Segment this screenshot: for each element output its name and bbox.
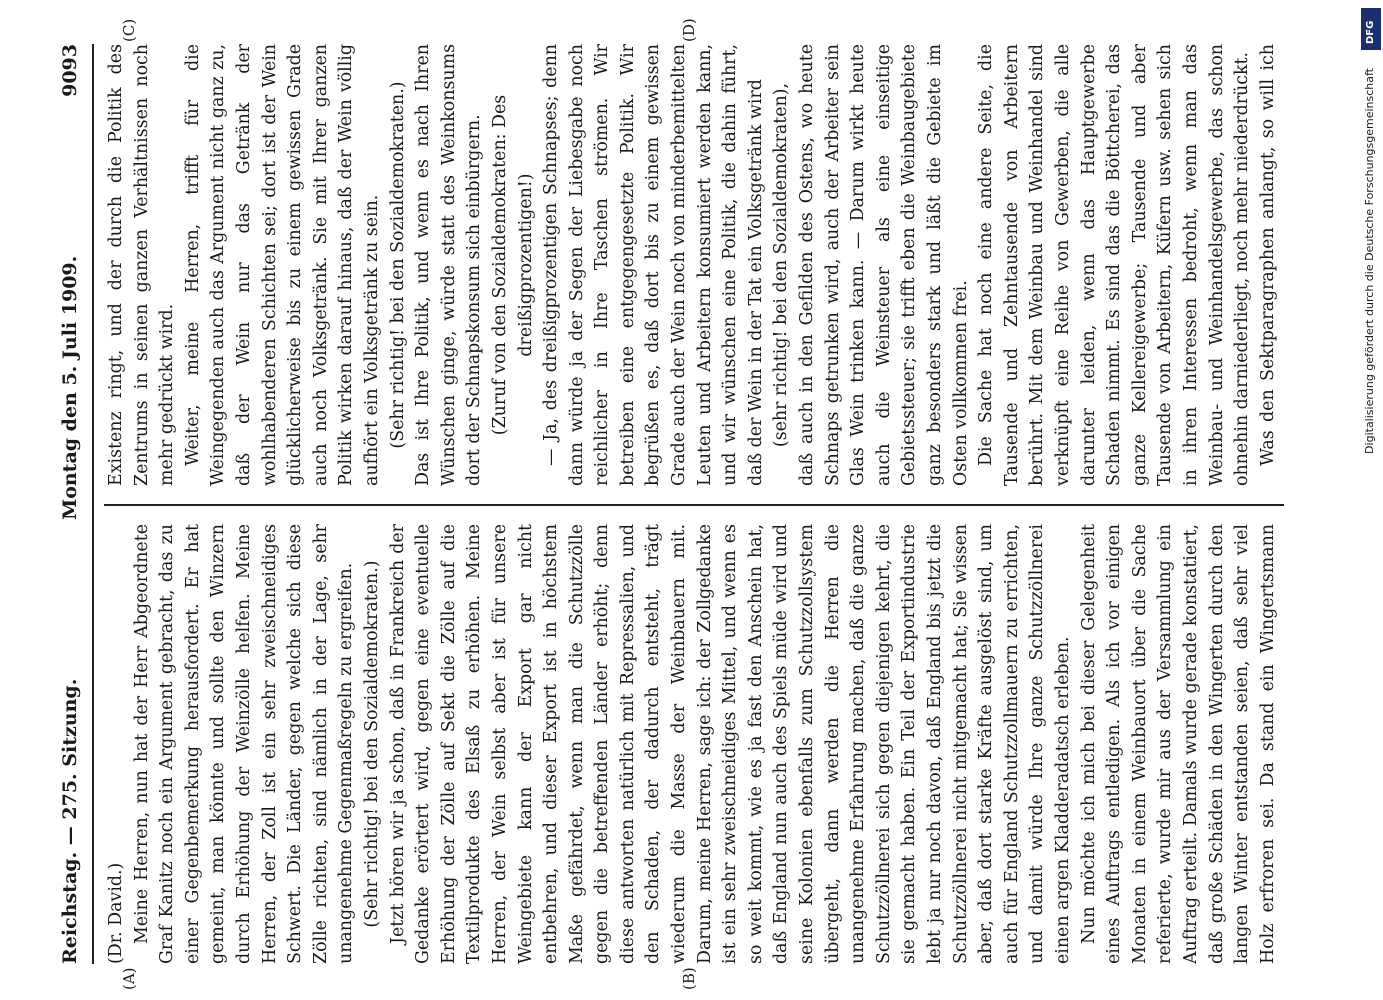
- paragraph: Meine Herren, nun hat der Herr Abgeordnete Graf Kanitz noch ein Argument gebracht, das zu einer Gegenbemerkung herausfordert. Er hat gemeint, man könnte und sollte den Winzern durch Erhöhung der Weinzölle helfen. Meine Herren, der Zoll ist ein sehr zweischneidiges Schwert. Die Länder, gegen welche sich diese Zölle richten, sind nämlich in der Lage, sehr unangenehme Gegenmaßregeln zu ergreifen.: [131, 524, 357, 964]
- paragraph: daß auch in den Gefilden des Ostens, wo heute Schnaps getrunken wird, auch der Arbeiter sein Glas Wein trinken kann. — Darum wirkt heute auch die Weinsteuer als eine einseitige Gebietssteuer; sie trifft eben die Weinbaugebiete ganz besonders stark und läßt die Gebiete im Osten vollkommen frei.: [797, 44, 971, 486]
- header-session: Reichstag. — 275. Sitzung.: [59, 678, 81, 964]
- paragraph: Was den Sektparagraphen anlangt, so will ich: [1257, 44, 1278, 466]
- right-column: [104, 44, 1284, 486]
- header-rule: [92, 44, 94, 964]
- paragraph: (Dr. David.): [106, 862, 126, 964]
- paragraph: Jetzt hören wir ja schon, daß in Frankreich der Gedanke erörtert wird, gegen eine eventuelle Erhöhung der Zölle auf Sekt die Zölle auf die Textilprodukte des Elsaß zu erhöhen. Meine Herren, der Wein selbst aber ist für unsere Weingebiete kann der Export gar nicht entbehren, und dieser Export ist in höchstem Maße gefährdet, wenn man die Schutzzölle gegen die betreffenden Länder erhöht; denn diese antworten natürlich mit Repressalien, und den Schaden, der dadurch entsteht, trägt wiederum die Masse der Weinbauern mit. Darum, meine Herren, sage ich: der Zollgedanke ist ein sehr zweischneidiges Mittel, und wenn es so weit kommt, wie es ja fast den Anschein hat, daß England nun auch des Spiels müde wird und seine Kolonien ebenfalls zum Schutzzollsystem übergeht, dann werden die Herren die unangenehme Erfahrung machen, daß die ganze Schutzzöllnerei sich gegen diejenigen kehrt, die sie gemacht haben. Ein Teil der Exportindustrie lebt ja nur noch davon, daß England bis jetzt die Schutzzöllnerei nicht mitgemacht hat; Sie wissen aber, daß dort starke Kräfte ausgelöst sind, um auch für England Schutzzollmauern zu errichten, und damit würde Ihre ganze Schutzzöllnerei einen argen Kladderadatsch erleben.: [387, 524, 1073, 964]
- dfg-logo-text: DFG: [1365, 20, 1376, 44]
- interjection: (Zuruf von den Sozialdemokraten: Des dreißigprozentigen!): [489, 94, 536, 436]
- interjection: (sehr richtig! bei den Sozialdemokraten),: [771, 82, 792, 448]
- paragraph: Die Sache hat noch eine andere Seite, die Tausende und Zehntausende von Arbeitern berührt. Mit dem Weinbau und Weinhandel sind verknüpft eine Reihe von Gewerben, die alle darunter leiden, wenn das Hauptgewerbe Schaden nimmt. Es sind das die Böttcherei, das ganze Kellereigewerbe; Tausende und aber Tausende von Arbeitern, Küfern usw. sehen sich in ihren Interessen bedroht, wenn man das Weinbau- und Weinhandelsgewerbe, das schon ohnehin darniederliegt, noch mehr niederdrückt.: [976, 44, 1253, 486]
- margin-mark-d: (D): [680, 18, 698, 42]
- rotated-page-content: [40, 8, 1353, 992]
- column-divider: [104, 504, 1284, 506]
- scanned-page: [40, 8, 1353, 992]
- digitization-note: Digitalisierung gefördert durch die Deutsche Forschungsgemeinschaft: [1363, 68, 1376, 454]
- header-date: Montag den 5. Juli 1909.: [59, 255, 81, 520]
- interjection: (Sehr richtig! bei den Sozialdemokraten.): [387, 81, 408, 449]
- paragraph: Nun möchte ich mich bei dieser Gelegenheit eines Auftrags entledigen. Als ich vor einigen Monaten in einem Weinbauort über die Sache referierte, wurde mir aus der Versammlung ein Auftrag erteilt. Damals wurde gerade konstatiert, daß große Schäden in den Wingerten durch den langen Winter entstanden seien, daß sehr viel Holz erfroren sei. Da stand ein Wingertsmann: [1078, 524, 1278, 964]
- page-header: [50, 44, 90, 964]
- paragraph: — Ja, des dreißigprozentigen Schnapses; denn dann würde ja der Segen der Liebesgabe noch reichlicher in Ihre Taschen strömen. Wir betreiben eine entgegengesetzte Politik. Wir begrüßen es, daß dort bis zu einem gewissen Grade auch der Wein noch von minderbemittelten Leuten und Arbeitern konsumiert werden kann, und wir wünschen eine Politik, die dahin führt, daß der Wein in der Tat ein Volksgetränk wird: [541, 44, 766, 486]
- margin-mark-b: (B): [680, 967, 698, 990]
- page-number: 9093: [59, 44, 81, 97]
- paragraph: Das ist Ihre Politik, und wenn es nach Ihren Wünschen ginge, würde statt des Weinkonsums dort der Schnapskonsum sich einbürgern.: [413, 44, 485, 486]
- digitization-stamp: [1361, 8, 1379, 992]
- paragraph: Existenz ringt, und der durch die Politik des Zentrums in seinen ganzen Verhältnissen noch mehr gedrückt wird.: [106, 44, 178, 486]
- paragraph: Weiter, meine Herren, trifft für die Weingegenden auch das Argument nicht ganz zu, daß der Wein nur das Getränk der wohlhabenderen Schichten sei; dort ist der Wein glücklicherweise bis zu einem gewissen Grade auch noch Volksgetränk. Sie mit Ihrer ganzen Politik wirken darauf hinaus, daß der Wein völlig aufhört ein Volksgetränk zu sein.: [182, 44, 382, 486]
- interjection: (Sehr richtig! bei den Sozialdemokraten.): [361, 560, 382, 928]
- left-column: [104, 524, 1284, 964]
- margin-mark-c: (C): [120, 18, 138, 42]
- margin-mark-a: (A): [120, 967, 138, 990]
